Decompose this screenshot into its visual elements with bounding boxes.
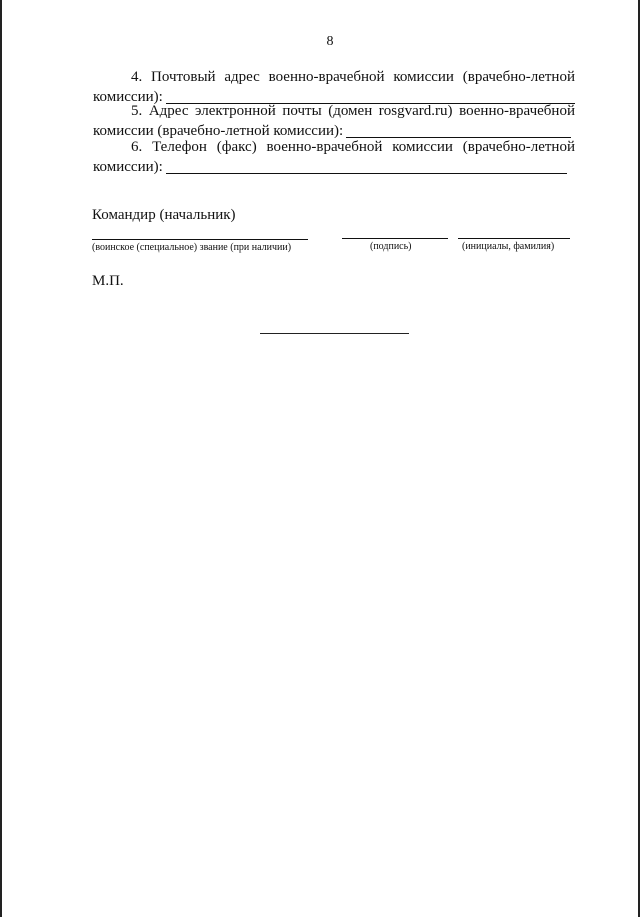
item-phone-fax-line2 xyxy=(93,157,575,177)
item-phone-fax-continuation: комиссии): xyxy=(93,159,163,175)
item-email-address-text: 5. Адрес электронной почты (домен rosgvard.ru) военно-врачебной xyxy=(131,103,575,119)
rank-signature-line xyxy=(92,239,308,240)
scan-border-left xyxy=(0,0,2,917)
name-signature-line xyxy=(458,238,570,239)
item-email-address xyxy=(93,101,575,141)
item-email-address-continuation: комиссии (врачебно-летной комиссии): xyxy=(93,123,344,139)
stamp-label: М.П. xyxy=(92,273,124,289)
email-address-blank-line xyxy=(346,123,571,138)
phone-fax-blank-line xyxy=(166,159,567,174)
commander-title: Командир (начальник) xyxy=(92,207,236,223)
end-of-document-line xyxy=(260,333,409,334)
item-phone-fax xyxy=(93,137,575,177)
page-number: 8 xyxy=(326,34,334,49)
rank-caption: (воинское (специальное) звание (при наличии) xyxy=(92,242,292,253)
item-phone-fax-text: 6. Телефон (факс) военно-врачебной комиссии (врачебно-летной xyxy=(131,139,575,155)
signature-caption: (подпись) xyxy=(370,241,412,252)
name-caption: (инициалы, фамилия) xyxy=(462,241,555,252)
item-postal-address-continuation: комиссии): xyxy=(93,89,163,105)
signature-line xyxy=(342,238,448,239)
item-postal-address-text: 4. Почтовый адрес военно-врачебной комиссии (врачебно-летной xyxy=(131,69,575,85)
